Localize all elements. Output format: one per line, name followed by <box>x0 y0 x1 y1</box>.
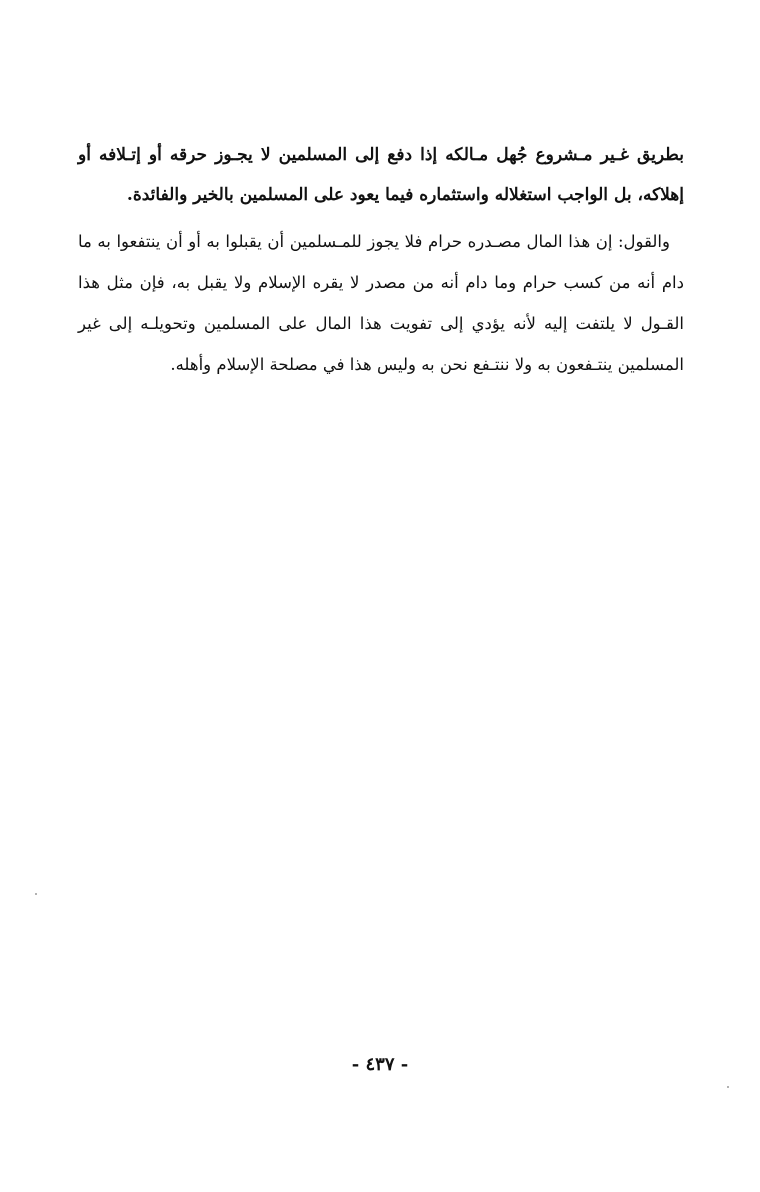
paragraph-bold: بطريق غـير مـشروع جُهل مـالكه إذا دفع إلى المسلمين لا يجـوز حرقه أو إتـلافه أو إهلاكه، بل الواجب استغلاله واستثماره فيما يعود على المسلمين بالخير والفائدة. <box>78 145 684 205</box>
paragraph-main: والقول: إن هذا المال مصـدره حرام فلا يجوز للمـسلمين أن يقبلوا به أو أن ينتفعوا به ما دام أنه من كسب حرام وما دام أنه من مصدر لا يقره الإسلام ولا يقبل به، فإن مثل هذا القـول لا يلتفت إليه لأنه يؤدي إلى تفويت هذا المال على المسلمين وتحويلـه إلى غير المسلمين ينتـفعون به ولا ننتـفع نحن به وليس هذا في مصلحة الإسلام وأهله. <box>78 231 684 374</box>
scan-speck <box>727 1086 729 1088</box>
page-number: - ٤٣٧ - <box>351 1054 409 1075</box>
scan-speck <box>35 893 37 895</box>
